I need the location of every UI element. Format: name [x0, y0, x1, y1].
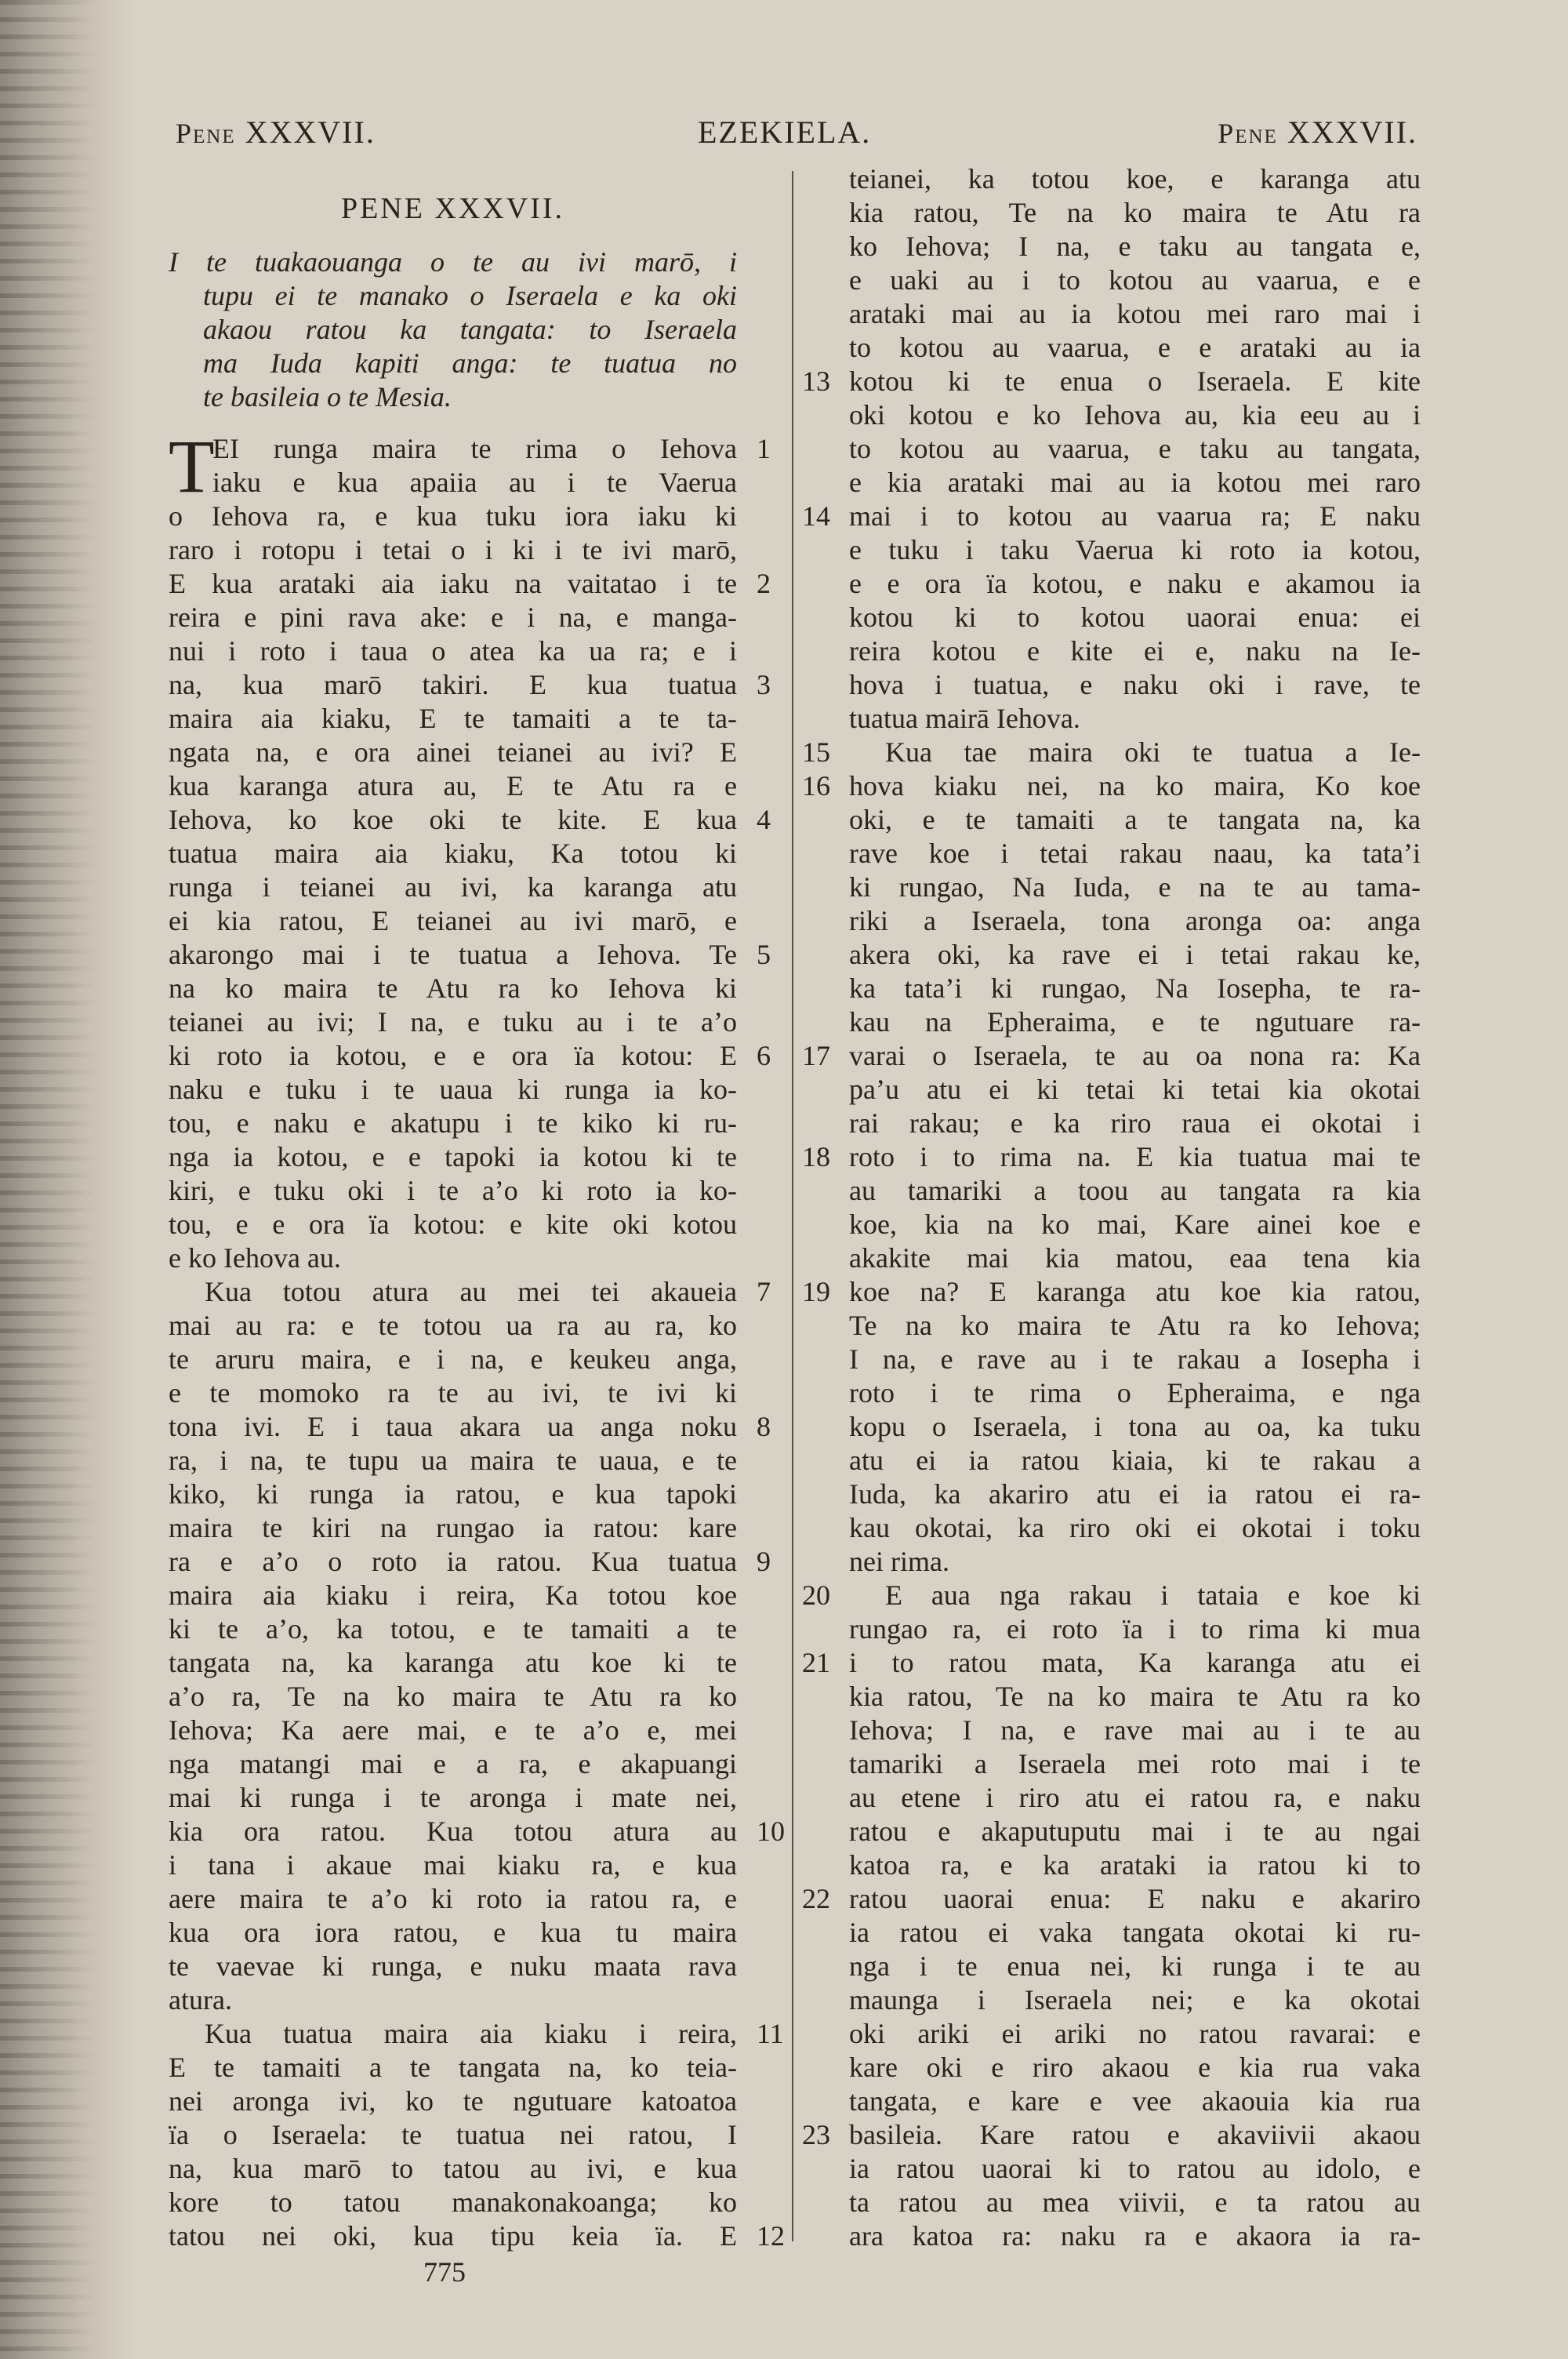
text-line — [169, 1073, 737, 1107]
text-line — [169, 1714, 737, 1747]
page-number: 775 — [423, 2256, 466, 2288]
text-line — [169, 432, 771, 466]
line-text: Iuda, ka akariro atu ei ia ratou ei ra- — [849, 1478, 1421, 1510]
line-text: kopu o Iseraela, i tona au oa, ka tuku — [849, 1411, 1421, 1442]
line-text: mai au ra: e te totou ua ra au ra, ko — [169, 1310, 737, 1341]
text-line — [169, 2051, 737, 2085]
summary-line: tupu ei te manako o Iseraela e ka oki — [203, 280, 737, 311]
line-text: te aruru maira, e i na, e keukeu anga, — [169, 1343, 737, 1375]
line-text: rave koe i tetai rakau naau, ka tata’i — [849, 838, 1421, 869]
line-text: kiko, ki runga ia ratou, e kua tapoki — [169, 1478, 737, 1510]
verse-number: 11 — [757, 2018, 784, 2049]
verse-number: 23 — [802, 2119, 830, 2150]
text-line — [169, 1410, 771, 1444]
line-text: ko Iehova; I na, e taku au tangata e, — [849, 231, 1421, 262]
verse-number: 14 — [802, 500, 830, 532]
text-line — [169, 634, 737, 668]
text-line — [849, 1815, 1421, 1848]
verse-number: 19 — [802, 1276, 830, 1307]
line-text: Iehova; Ka aere mai, e te a’o e, mei — [169, 1714, 737, 1746]
text-line — [169, 1140, 737, 1174]
verse-number: 4 — [757, 804, 771, 835]
text-line — [169, 702, 737, 736]
text-line — [849, 871, 1421, 904]
line-text: hova kiaku nei, na ko maira, Ko koe — [849, 770, 1421, 801]
verse-number: 15 — [802, 736, 830, 768]
line-text: Iehova; I na, e rave mai au i te au — [849, 1714, 1421, 1746]
line-text: ei kia ratou, E teianei au ivi marō, e — [169, 905, 737, 936]
line-text: naku e tuku i te uaua ki runga ia ko- — [169, 1074, 737, 1105]
line-text: ara katoa ra: naku ra e akaora ia ra- — [849, 2220, 1421, 2252]
line-text: e te momoko ra te au ivi, te ivi ki — [169, 1377, 737, 1408]
line-text: kia ratou, Te na ko maira te Atu ra ko — [849, 1681, 1421, 1712]
line-text: varai o Iseraela, te au oa nona ra: Ka — [849, 1040, 1421, 1071]
text-line — [802, 1646, 1421, 1680]
running-header-left — [176, 111, 376, 154]
text-line — [849, 398, 1421, 432]
text-line — [849, 1747, 1421, 1781]
line-text: kia ora ratou. Kua totou atura au — [169, 1816, 737, 1847]
line-text: hova i tuatua, e naku oki i rave, te — [849, 669, 1421, 700]
text-line — [849, 1005, 1421, 1039]
running-header-right — [1218, 111, 1417, 154]
header-left-prefix: Pene — [176, 118, 236, 149]
chapter-summary — [169, 245, 737, 414]
text-line — [169, 1343, 737, 1376]
line-text: tuatua mairā Iehova. — [849, 703, 1080, 734]
text-line — [802, 500, 1421, 533]
text-line — [849, 1545, 1421, 1579]
text-line — [169, 972, 737, 1005]
line-text: ratou uaorai enua: E naku e akariro — [849, 1883, 1421, 1914]
line-text: au tamariki a toou au tangata ra kia — [849, 1175, 1421, 1206]
line-text: basileia. Kare ratou e akaviivii akaou — [849, 2119, 1421, 2150]
line-text: tangata na, ka karanga atu koe ki te — [169, 1647, 737, 1678]
line-text: ki te a’o, ka totou, e te tamaiti a te — [169, 1613, 737, 1645]
verse-number: 12 — [757, 2220, 785, 2252]
text-line — [169, 1646, 737, 1680]
text-line — [169, 1275, 771, 1309]
line-text: teianei au ivi; I na, e tuku au i te a’o — [169, 1006, 737, 1038]
chapter-title: PENE XXXVII. — [340, 192, 565, 225]
line-text: e kia arataki mai au ia kotou mei raro — [849, 467, 1421, 498]
text-line — [849, 1376, 1421, 1410]
text-line — [169, 567, 771, 601]
text-line — [802, 1039, 1421, 1073]
text-line — [849, 533, 1421, 567]
line-text: nga ia kotou, e e tapoki ia kotou ki te — [169, 1141, 737, 1172]
line-text: na, kua marō to tatou au ivi, e kua — [169, 2153, 737, 2184]
verse-number: 8 — [757, 1411, 771, 1442]
line-text: e tuku i taku Vaerua ki roto ia kotou, — [849, 534, 1421, 565]
line-text: teianei, ka totou koe, e karanga atu — [849, 163, 1421, 194]
verse-number: 7 — [757, 1276, 771, 1307]
line-text: reira e pini rava ake: e i na, e manga- — [169, 602, 737, 633]
text-line — [849, 601, 1421, 634]
line-text: tamariki a Iseraela mei roto mai i te — [849, 1748, 1421, 1779]
line-text: i tana i akaue mai kiaku ra, e kua — [169, 1849, 737, 1881]
line-text: pa’u atu ei ki tetai ki tetai kia okotai — [849, 1074, 1421, 1105]
line-text: ka tata’i ki rungao, Na Iosepha, te ra- — [849, 972, 1421, 1004]
line-text: oki ariki ei ariki no ratou ravarai: e — [849, 2018, 1421, 2049]
text-line — [849, 803, 1421, 837]
text-line — [802, 769, 1421, 803]
text-line — [169, 1747, 737, 1781]
text-line — [169, 2186, 737, 2219]
text-line — [169, 736, 737, 769]
line-text: aere maira te a’o ki roto ia ratou ra, e — [169, 1883, 737, 1914]
text-line — [849, 2219, 1421, 2253]
text-line — [169, 1882, 737, 1916]
line-text: e ko Iehova au. — [169, 1242, 341, 1274]
drop-cap: T — [169, 424, 215, 508]
text-line — [849, 2085, 1421, 2118]
line-text: nga i te enua nei, ki runga i te au — [849, 1950, 1421, 1982]
line-text: Te na ko maira te Atu ra ko Iehova; — [849, 1310, 1421, 1341]
line-text: ratou e akaputuputu mai i te au ngai — [849, 1816, 1421, 1847]
text-line — [849, 904, 1421, 938]
line-text: kua ora iora ratou, e kua tu maira — [169, 1917, 737, 1948]
text-line — [849, 1511, 1421, 1545]
line-text: tou, e e ora ïa kotou: e kite oki kotou — [169, 1209, 737, 1240]
text-line — [169, 2118, 737, 2152]
verse-number: 16 — [802, 770, 830, 801]
verse-number: 9 — [757, 1546, 771, 1577]
text-line — [849, 702, 1421, 736]
line-text: ki rungao, Na Iuda, e na te au tama- — [849, 871, 1421, 903]
line-text: ra, i na, te tupu ua maira te uaua, e te — [169, 1445, 737, 1476]
text-line — [849, 1714, 1421, 1747]
text-line — [849, 432, 1421, 466]
line-text: tou, e naku e akatupu i te kiko ki ru- — [169, 1107, 737, 1139]
summary-line: akaou ratou ka tangata: to Iseraela — [203, 314, 737, 345]
text-line — [849, 567, 1421, 601]
line-text: atu ei ia ratou kiaia, ki te rakau a — [849, 1445, 1421, 1476]
verse-number: 18 — [802, 1141, 830, 1172]
line-text: kua karanga atura au, E te Atu ra e — [169, 770, 737, 801]
text-line — [169, 1579, 737, 1612]
line-text: rai rakau; e ka riro raua ei okotai i — [849, 1107, 1421, 1139]
line-text: ia ratou uaorai ki to ratou au idolo, e — [849, 2153, 1421, 2184]
text-line — [849, 2051, 1421, 2085]
line-text: i to ratou mata, Ka karanga atu ei — [849, 1647, 1421, 1678]
line-text: reira kotou e kite ei e, naku na Ie- — [849, 635, 1421, 667]
line-text: te vaevae ki runga, e nuku maata rava — [169, 1950, 737, 1982]
line-text: kore to tatou manakonakoanga; ko — [169, 2186, 737, 2218]
text-line — [849, 297, 1421, 331]
text-line — [849, 1983, 1421, 2017]
line-text: koe, kia na ko mai, Kare ainei koe e — [849, 1209, 1421, 1240]
line-text: kia ratou, Te na ko maira te Atu ra — [849, 197, 1421, 228]
text-line — [802, 365, 1421, 398]
text-line — [169, 1983, 737, 2017]
text-line — [169, 1174, 737, 1208]
line-text: mai i to kotou au vaarua ra; E naku — [849, 500, 1421, 532]
line-text: akakite mai kia matou, eaa tena kia — [849, 1242, 1421, 1274]
verse-number: 2 — [757, 568, 771, 599]
verse-number: 22 — [802, 1883, 830, 1914]
line-text: maira aia kiaku, E te tamaiti a te ta- — [169, 703, 737, 734]
line-text: kotou ki to kotou uaorai enua: ei — [849, 602, 1421, 633]
text-line — [849, 466, 1421, 500]
line-text: rungao ra, ei roto ïa i to rima ki mua — [849, 1613, 1421, 1645]
verse-number: 21 — [802, 1647, 830, 1678]
line-text: EI runga maira te rima o Iehova — [212, 433, 737, 464]
text-line — [169, 1545, 771, 1579]
text-line — [802, 2118, 1421, 2152]
line-text: na, kua marō takiri. E kua tuatua — [169, 669, 737, 700]
text-line — [802, 1882, 1421, 1916]
line-text: E kua arataki aia iaku na vaitatao i te — [169, 568, 737, 599]
text-line — [849, 972, 1421, 1005]
line-text: nei rima. — [849, 1546, 949, 1577]
line-text: tatou nei oki, kua tipu keia ïa. E — [169, 2220, 737, 2252]
text-line — [169, 1039, 771, 1073]
line-text: ïa o Iseraela: te tuatua nei ratou, I — [169, 2119, 737, 2150]
verse-number: 1 — [757, 433, 771, 464]
line-text: E aua nga rakau i tataia e koe ki — [885, 1579, 1421, 1611]
line-text: tona ivi. E i taua akara ua anga noku — [169, 1411, 737, 1442]
line-text: na ko maira te Atu ra ko Iehova ki — [169, 972, 737, 1004]
text-line — [169, 1950, 737, 1983]
line-text: ta ratou au mea viivii, e ta ratou au — [849, 2186, 1421, 2218]
text-line — [169, 1478, 737, 1511]
verse-number: 6 — [757, 1040, 771, 1071]
line-text: atura. — [169, 1984, 232, 2016]
line-text: I na, e rave au i te rakau a Iosepha i — [849, 1343, 1421, 1375]
summary-line: I te tuakaouanga o te au ivi marō, i — [169, 246, 737, 278]
line-text: Iehova, ko koe oki te kite. E kua — [169, 804, 737, 835]
text-line — [169, 2017, 784, 2051]
text-line — [849, 1073, 1421, 1107]
text-line — [849, 1174, 1421, 1208]
text-line — [849, 1444, 1421, 1478]
line-text: maunga i Iseraela nei; e ka okotai — [849, 1984, 1421, 2016]
verse-number: 5 — [757, 939, 771, 970]
line-text: katoa ra, e ka arataki ia ratou ki to — [849, 1849, 1421, 1881]
header-right-prefix: Pene — [1218, 118, 1278, 149]
line-text: Kua tae maira oki te tuatua a Ie- — [885, 736, 1421, 768]
text-line — [849, 1107, 1421, 1140]
text-line — [849, 2017, 1421, 2051]
text-line — [802, 1140, 1421, 1174]
text-line — [169, 1005, 737, 1039]
verse-number: 17 — [802, 1040, 830, 1071]
text-line — [169, 1376, 737, 1410]
line-text: Kua tuatua maira aia kiaku i reira, — [205, 2018, 737, 2049]
text-line — [169, 1208, 737, 1241]
line-text: nei aronga ivi, ko te ngutuare katoatoa — [169, 2085, 737, 2117]
line-text: kau na Epheraima, e te ngutuare ra- — [849, 1006, 1421, 1038]
text-line — [849, 1208, 1421, 1241]
line-text: nui i roto i taua o atea ka ua ra; e i — [169, 635, 737, 667]
line-text: raro i rotopu i tetai o i ki i te ivi marō, — [169, 534, 737, 565]
line-text: e uaki au i to kotou au vaarua, e e — [849, 264, 1421, 296]
column-divider — [792, 171, 793, 2241]
line-text: ra e a’o o roto ia ratou. Kua tuatua — [169, 1546, 737, 1577]
text-line — [169, 1680, 737, 1714]
line-text: Kua totou atura au mei tei akaueia — [205, 1276, 737, 1307]
text-line — [169, 2085, 737, 2118]
text-line — [849, 2152, 1421, 2186]
bleed-through-text — [0, 0, 94, 2359]
line-text: kotou ki te enua o Iseraela. E kite — [849, 365, 1421, 397]
line-text: ngata na, e ora ainei teianei au ivi? E — [169, 736, 737, 768]
text-line — [169, 2219, 785, 2253]
line-text: tangata, e kare e vee akaouia kia rua — [849, 2085, 1421, 2117]
line-text: kau okotai, ka riro oki ei okotai i toku — [849, 1512, 1421, 1543]
line-text: akarongo mai i te tuatua a Iehova. Te — [169, 939, 737, 970]
line-text: ia ratou ei vaka tangata okotai ki ru- — [849, 1917, 1421, 1948]
text-line — [849, 1241, 1421, 1275]
text-line — [849, 634, 1421, 668]
text-line — [169, 500, 737, 533]
line-text: runga i teianei au ivi, ka karanga atu — [169, 871, 737, 903]
text-line — [169, 1781, 737, 1815]
line-text: e e ora ïa kotou, e naku e akamou ia — [849, 568, 1421, 599]
line-text: arataki mai au ia kotou mei raro mai i — [849, 298, 1421, 329]
text-line — [849, 331, 1421, 365]
text-line — [849, 230, 1421, 264]
text-line — [849, 1309, 1421, 1343]
text-line — [849, 1950, 1421, 1983]
summary-line: te basileia o te Mesia. — [203, 381, 452, 413]
text-line — [802, 1275, 1421, 1309]
text-line — [849, 1478, 1421, 1511]
text-line — [849, 1848, 1421, 1882]
text-line — [169, 769, 737, 803]
line-text: o Iehova ra, e kua tuku iora iaku ki — [169, 500, 737, 532]
line-text: maira te kiri na rungao ia ratou: kare — [169, 1512, 737, 1543]
line-text: tuatua maira aia kiaku, Ka totou ki — [169, 838, 737, 869]
header-right-number: XXXVII. — [1287, 114, 1417, 150]
line-text: to kotou au vaarua, e e arataki au ia — [849, 332, 1421, 363]
text-line — [169, 803, 771, 837]
right-column — [802, 162, 1421, 2253]
line-text: kare oki e riro akaou e kia rua vaka — [849, 2052, 1421, 2083]
text-line — [849, 938, 1421, 972]
verse-number: 10 — [757, 1816, 785, 1847]
line-text: maira aia kiaku i reira, Ka totou koe — [169, 1579, 737, 1611]
line-text: koe na? E karanga atu koe kia ratou, — [849, 1276, 1421, 1307]
verse-number: 3 — [757, 669, 771, 700]
text-line — [169, 1612, 737, 1646]
text-line — [169, 2152, 737, 2186]
line-text: to kotou au vaarua, e taku au tangata, — [849, 433, 1421, 464]
line-text: akera oki, ka rave ei i tetai rakau ke, — [849, 939, 1421, 970]
line-text: a’o ra, Te na ko maira te Atu ra ko — [169, 1681, 737, 1712]
text-line — [169, 601, 737, 634]
text-line — [849, 196, 1421, 230]
text-line — [802, 736, 1421, 769]
text-line — [169, 1511, 737, 1545]
text-line — [169, 1916, 737, 1950]
text-line — [169, 1444, 737, 1478]
line-text: au etene i riro atu ei ratou ra, e naku — [849, 1782, 1421, 1813]
text-line — [169, 1107, 737, 1140]
line-text: oki kotou e ko Iehova au, kia eeu au i — [849, 399, 1421, 431]
text-line — [849, 1781, 1421, 1815]
text-line — [169, 1815, 785, 1848]
text-line — [169, 871, 737, 904]
text-line — [169, 1848, 737, 1882]
line-text: roto i to rima na. E kia tuatua mai te — [849, 1141, 1421, 1172]
text-line — [169, 938, 771, 972]
text-line — [849, 668, 1421, 702]
text-line — [169, 837, 737, 871]
text-line — [849, 2186, 1421, 2219]
left-column — [169, 424, 785, 2253]
verse-number: 20 — [802, 1579, 830, 1611]
summary-line: ma Iuda kapiti anga: te tuatua no — [203, 347, 737, 379]
text-line — [849, 1680, 1421, 1714]
text-line — [169, 1309, 737, 1343]
line-text: roto i te rima o Epheraima, e nga — [849, 1377, 1421, 1408]
header-left-number: XXXVII. — [245, 114, 376, 150]
verse-number: 13 — [802, 365, 830, 397]
text-line — [169, 904, 737, 938]
text-line — [802, 1579, 1421, 1612]
text-line — [849, 1410, 1421, 1444]
text-line — [849, 1916, 1421, 1950]
text-line — [849, 162, 1421, 196]
text-line — [849, 837, 1421, 871]
line-text: riki a Iseraela, tona aronga oa: anga — [849, 905, 1421, 936]
text-line — [169, 466, 737, 500]
line-text: ki roto ia kotou, e e ora ïa kotou: E — [169, 1040, 737, 1071]
text-line — [169, 533, 737, 567]
line-text: kiri, e tuku oki i te a’o ki roto ia ko- — [169, 1175, 737, 1206]
text-line — [849, 1612, 1421, 1646]
line-text: iaku e kua apaiia au i te Vaerua — [212, 467, 737, 498]
text-line — [169, 1241, 737, 1275]
text-line — [169, 668, 771, 702]
line-text: nga matangi mai e a ra, e akapuangi — [169, 1748, 737, 1779]
line-text: E te tamaiti a te tangata na, ko teia- — [169, 2052, 737, 2083]
running-header-center: EZEKIELA. — [698, 114, 872, 150]
text-line — [849, 1343, 1421, 1376]
line-text: mai ki runga i te aronga i mate nei, — [169, 1782, 737, 1813]
text-line — [849, 264, 1421, 297]
line-text: oki, e te tamaiti a te tangata na, ka — [849, 804, 1421, 835]
